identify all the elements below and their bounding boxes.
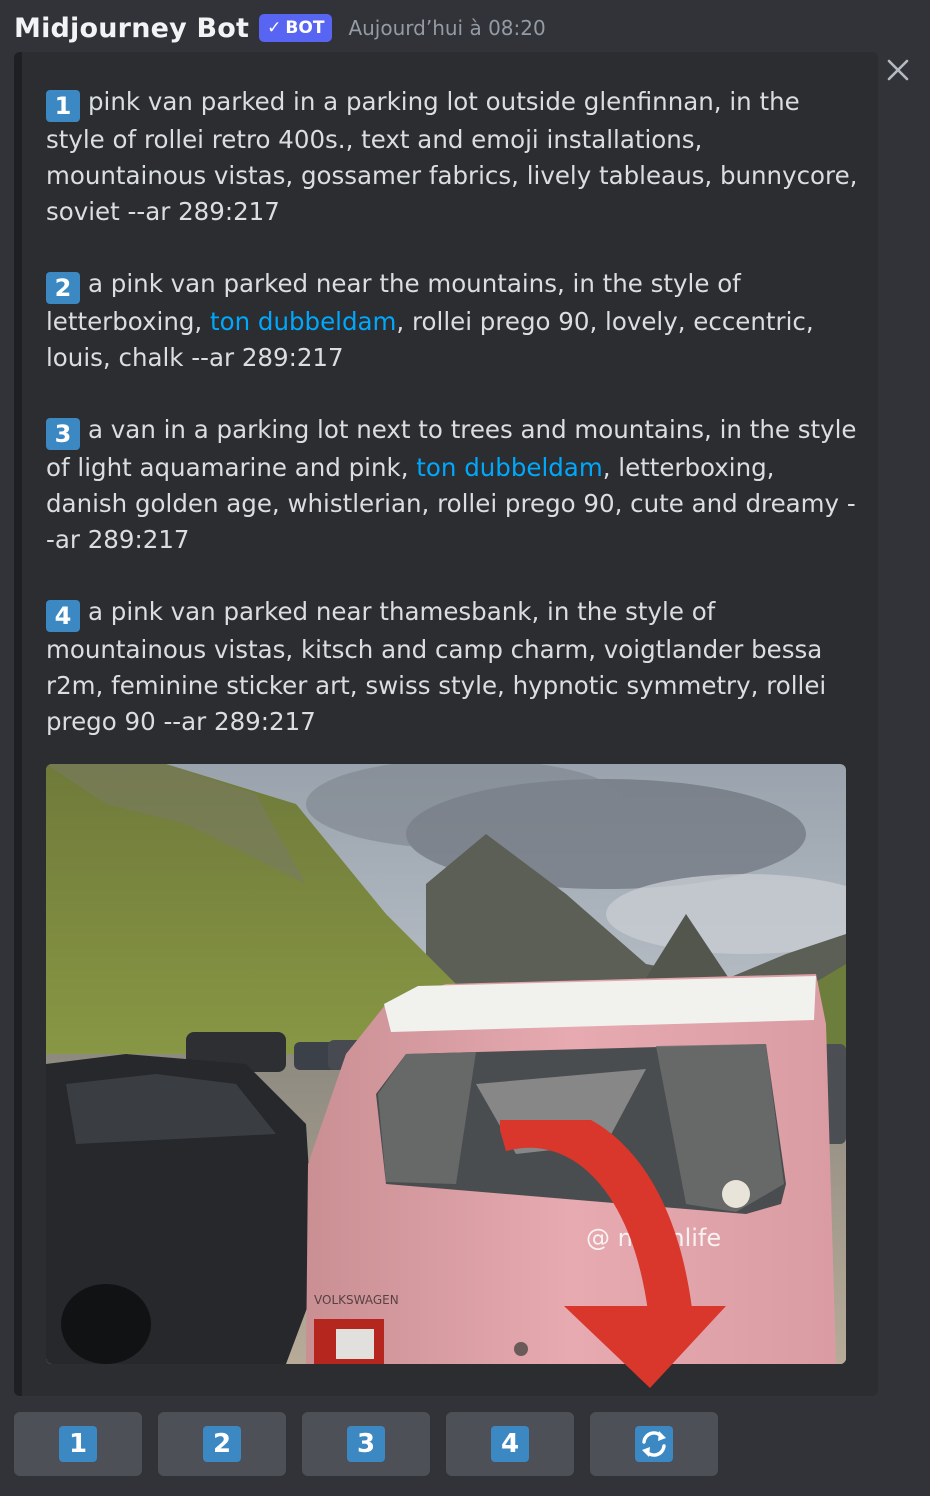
prompt-item-4 [46, 594, 858, 740]
artist-link[interactable]: ton dubbeldam [416, 453, 603, 482]
prompt-item-1 [46, 84, 858, 230]
check-icon: ✓ [267, 18, 282, 38]
prompt-text: a pink van parked near the mountains, in the style of letterboxing, [46, 269, 741, 336]
refresh-icon [635, 1426, 673, 1462]
action-button-row [14, 1412, 718, 1476]
vw-badge-text: VOLKSWAGEN [314, 1293, 399, 1307]
prompt-text: pink van parked in a parking lot outside glenfinnan, in the style of rollei retro 400s., text and emoji installations, mountainous vistas, gossamer fabrics, lively tableaus, bunnycore, soviet --ar 289:217 [46, 87, 858, 226]
upscale-button-4[interactable] [446, 1412, 574, 1476]
upscale-button-3[interactable] [302, 1412, 430, 1476]
prompt-text: , letterboxing, danish golden age, whistlerian, rollei prego 90, cute and dreamy --ar 289:217 [46, 453, 856, 554]
prompt-text: , rollei prego 90, lovely, eccentric, louis, chalk --ar 289:217 [46, 307, 814, 372]
keycap-2-icon: 2 [46, 272, 80, 304]
close-button[interactable] [876, 52, 920, 88]
message-header [14, 8, 546, 48]
bot-tag-label: BOT [285, 18, 325, 38]
prompt-text: a van in a parking lot next to trees and mountains, in the style of light aquamarine and pink, [46, 415, 857, 482]
keycap-1-icon: 1 [59, 1426, 97, 1462]
artist-link[interactable]: ton dubbeldam [210, 307, 397, 336]
timestamp[interactable]: Aujourd’hui à 08:20 [348, 16, 546, 40]
close-icon [886, 58, 910, 82]
prompt-list [46, 84, 858, 740]
keycap-4-icon: 4 [46, 600, 80, 632]
author-name[interactable]: Midjourney Bot [14, 12, 250, 44]
upscale-button-2[interactable] [158, 1412, 286, 1476]
prompt-item-3 [46, 412, 858, 558]
prompt-text: a pink van parked near thamesbank, in the style of mountainous vistas, kitsch and camp charm, voigtlander bessa r2m, feminine sticker art, swiss style, hypnotic symmetry, rollei prego 90 --ar 289:217 [46, 597, 827, 736]
watermark-text: @ n.vanlife [586, 1224, 722, 1252]
bot-tag [259, 14, 332, 42]
upscale-button-1[interactable] [14, 1412, 142, 1476]
keycap-1-icon: 1 [46, 90, 80, 122]
keycap-4-icon: 4 [491, 1426, 529, 1462]
refresh-button[interactable] [590, 1412, 718, 1476]
red-arrow-annotation [500, 1120, 730, 1390]
keycap-3-icon: 3 [347, 1426, 385, 1462]
prompt-item-2 [46, 266, 858, 376]
keycap-3-icon: 3 [46, 418, 80, 450]
keycap-2-icon: 2 [203, 1426, 241, 1462]
